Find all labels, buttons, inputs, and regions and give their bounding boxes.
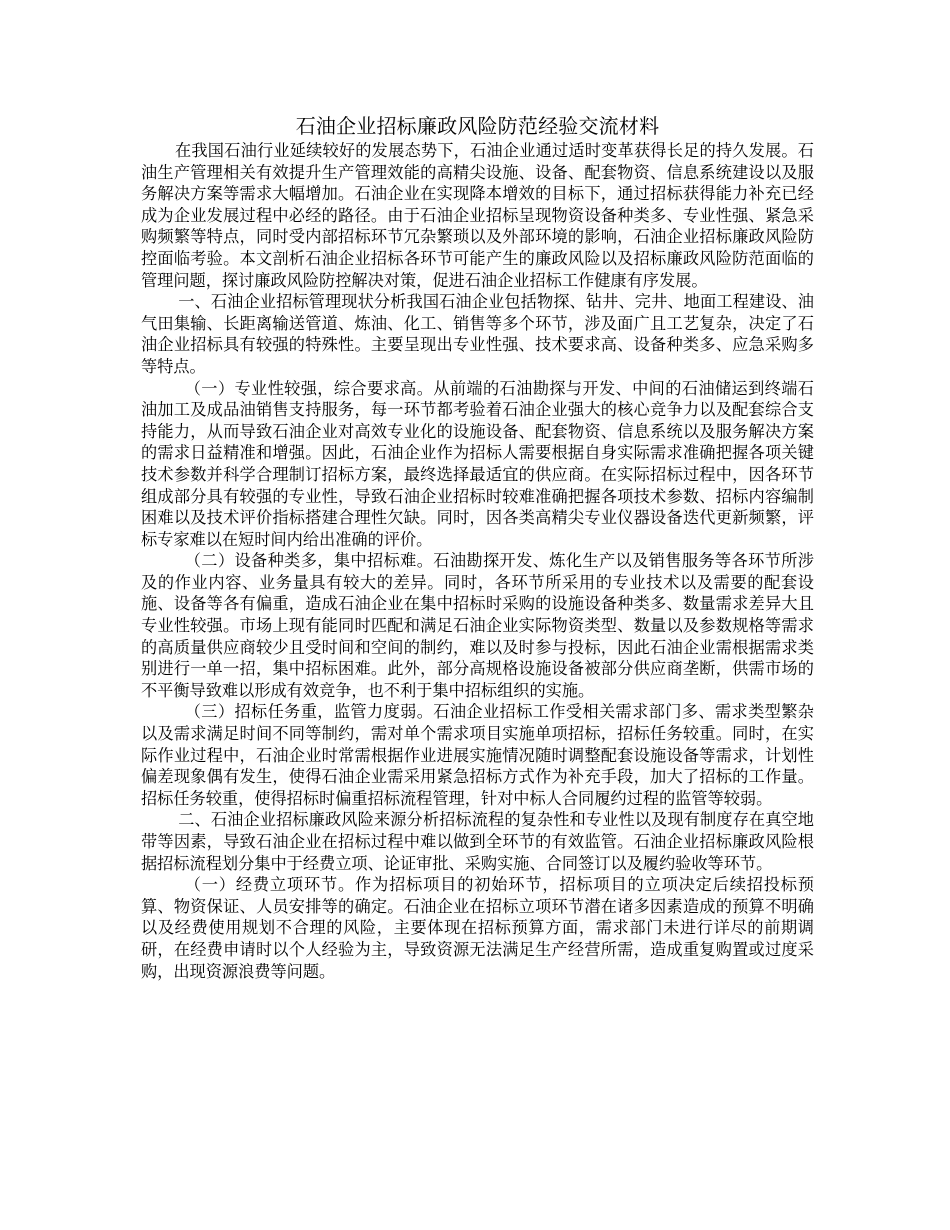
section-1-item-3-paragraph: （三）招标任务重，监管力度弱。石油企业招标工作受相关需求部门多、需求类型繁杂以及需求满足时间不同等制约，需对单个需求项目实施单项招标，招标任务较重。同时，在实际作业过程中，石油企业时常需根据作业进展实施情况随时调整配套设施设备等需求，计划性偏差现象偶有发生，使得石油企业需采用紧急招标方式作为补充手段，加大了招标的工作量。招标任务较重，使得招标时偏重招标流程管理，针对中标人合同履约过程的监管等较弱。	[141, 702, 814, 808]
section-1-paragraph: 一、石油企业招标管理现状分析我国石油企业包括物探、钻井、完井、地面工程建设、油气田集输、长距离输送管道、炼油、化工、销售等多个环节，涉及面广且工艺复杂，决定了石油企业招标具有较强的特殊性。主要呈现出专业性强、技术要求高、设备种类多、应急采购多等特点。	[141, 292, 814, 376]
section-1-item-1-paragraph: （一）专业性较强，综合要求高。从前端的石油勘探与开发、中间的石油储运到终端石油加工及成品油销售支持服务，每一环节都考验着石油企业强大的核心竞争力以及配套综合支持能力，从而导致石油企业对高效专业化的设施设备、配套物资、信息系统以及服务解决方案的需求日益精准和增强。因此，石油企业作为招标人需要根据自身实际需求准确把握各项关键技术参数并科学合理制订招标方案，最终选择最适宜的供应商。在实际招标过程中，因各环节组成部分具有较强的专业性，导致石油企业招标时较难准确把握各项技术参数、招标内容编制困难以及技术评价指标搭建合理性欠缺。同时，因各类高精尖专业仪器设备迭代更新频繁，评标专家难以在短时间内给出准确的评价。	[141, 378, 814, 549]
intro-paragraph: 在我国石油行业延续较好的发展态势下，石油企业通过适时变革获得长足的持久发展。石油生产管理相关有效提升生产管理效能的高精尖设施、设备、配套物资、信息系统建设以及服务解决方案等需求大幅增加。石油企业在实现降本增效的目标下，通过招标获得能力补充已经成为企业发展过程中必经的路径。由于石油企业招标呈现物资设备种类多、专业性强、紧急采购频繁等特点，同时受内部招标环节冗杂繁琐以及外部环境的影响，石油企业招标廉政风险防控面临考验。本文剖析石油企业招标各环节可能产生的廉政风险以及招标廉政风险防范面临的管理问题，探讨廉政风险防控解决对策，促进石油企业招标工作健康有序发展。	[141, 141, 814, 290]
section-2-paragraph: 二、石油企业招标廉政风险来源分析招标流程的复杂性和专业性以及现有制度存在真空地带等因素，导致石油企业在招标过程中难以做到全环节的有效监管。石油企业招标廉政风险根据招标流程划分集中于经费立项、论证审批、采购实施、合同签订以及履约验收等环节。	[141, 810, 814, 873]
section-2-item-1-paragraph: （一）经费立项环节。作为招标项目的初始环节，招标项目的立项决定后续招投标预算、物资保证、人员安排等的确定。石油企业在招标立项环节潜在诸多因素造成的预算不明确以及经费使用规划不合理的风险，主要体现在招标预算方面，需求部门未进行详尽的前期调研，在经费申请时以个人经验为主，导致资源无法满足生产经营所需，造成重复购置或过度采购，出现资源浪费等问题。	[141, 875, 814, 981]
section-1-item-2-paragraph: （二）设备种类多，集中招标难。石油勘探开发、炼化生产以及销售服务等各环节所涉及的作业内容、业务量具有较大的差异。同时，各环节所采用的专业技术以及需要的配套设施、设备等各有偏重，造成石油企业在集中招标时采购的设施设备种类多、数量需求差异大且专业性较强。市场上现有能同时匹配和满足石油企业实际物资类型、数量以及参数规格等需求的高质量供应商较少且受时间和空间的制约，难以及时参与投标，因此石油企业需根据需求类别进行一单一招，集中招标困难。此外，部分高规格设施设备被部分供应商垄断，供需市场的不平衡导致难以形成有效竞争，也不利于集中招标组织的实施。	[141, 551, 814, 700]
document-page	[141, 113, 814, 982]
document-title: 石油企业招标廉政风险防范经验交流材料	[295, 114, 660, 138]
